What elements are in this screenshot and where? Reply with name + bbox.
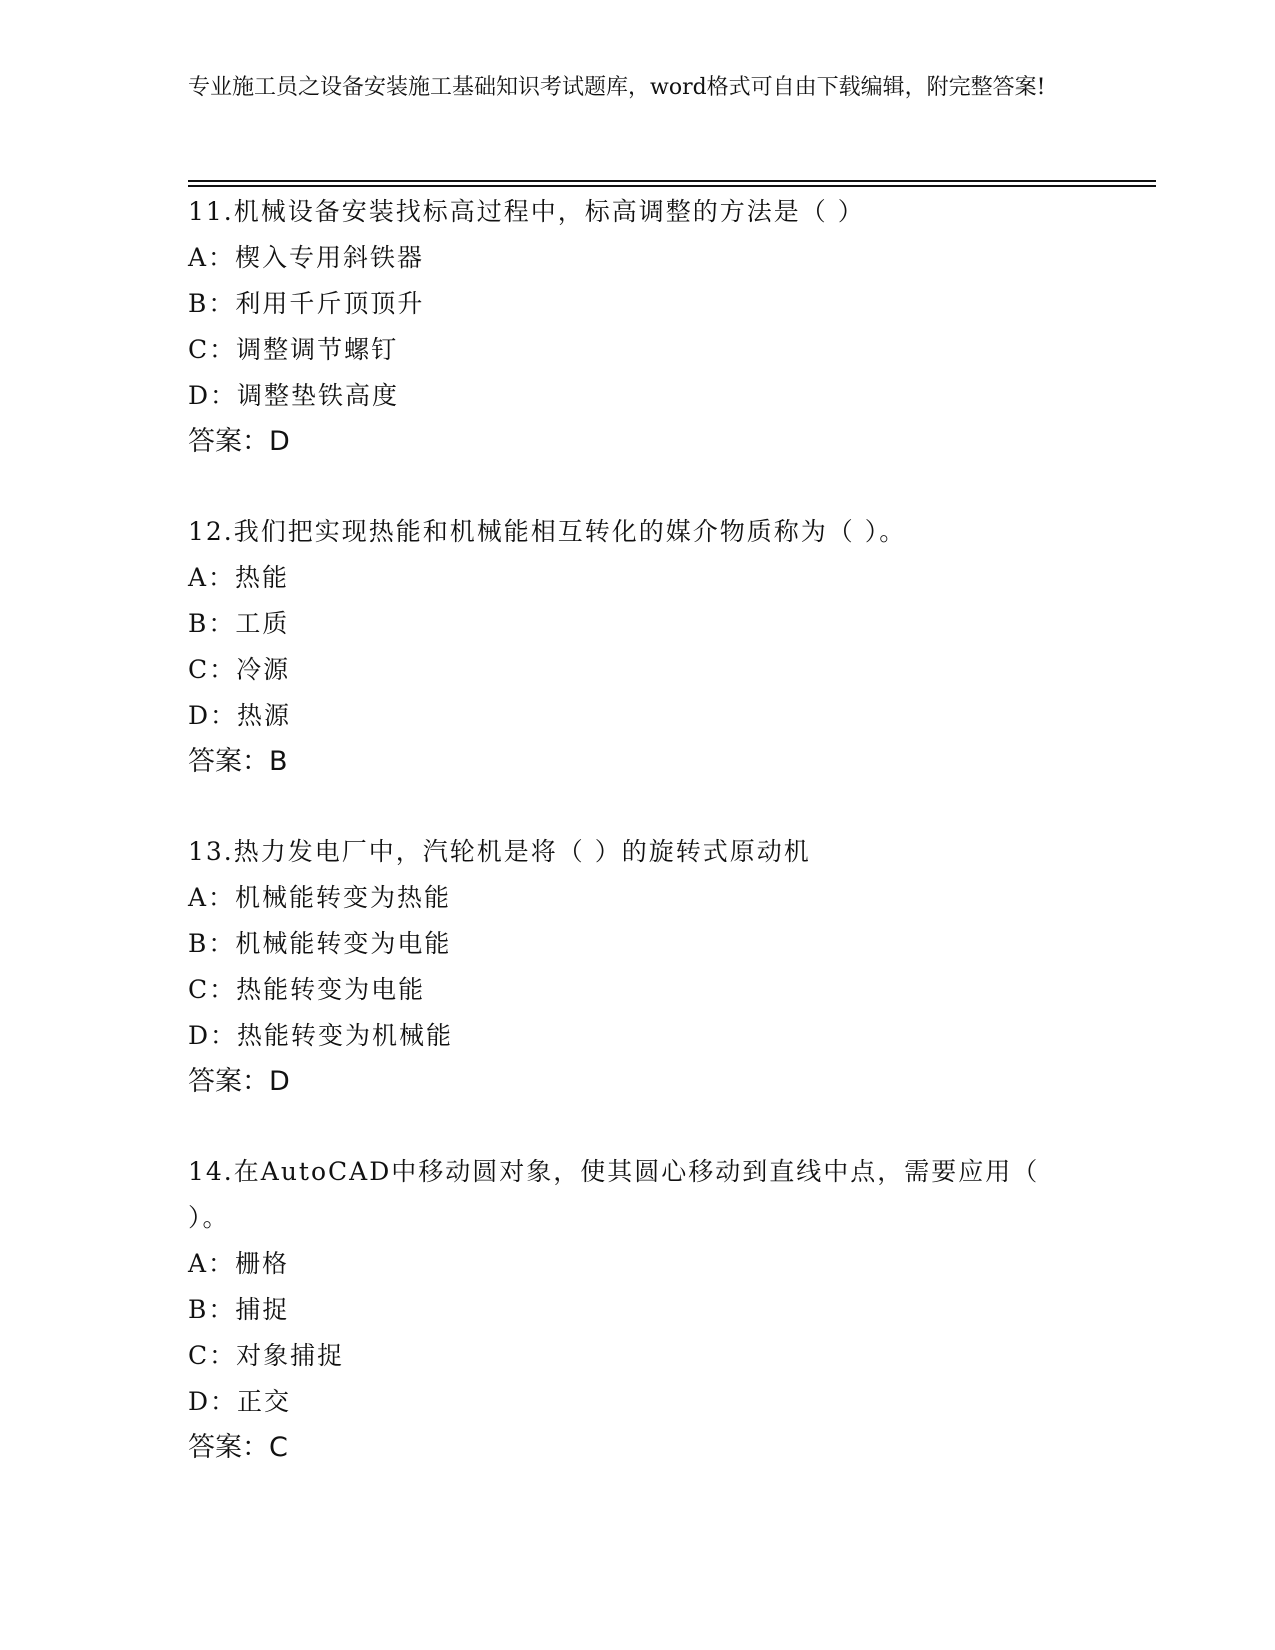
option-d: D：热能转变为机械能: [188, 1021, 454, 1050]
answer-line: 答案：D: [188, 426, 290, 457]
option-b: B：工质: [188, 609, 290, 638]
question-stem: 13.热力发电厂中，汽轮机是将（ ）的旋转式原动机: [188, 837, 811, 866]
option-d: D：热源: [188, 701, 292, 730]
header-divider-bottom: [188, 185, 1156, 187]
question-stem: 12.我们把实现热能和机械能相互转化的媒介物质称为（ ）。: [188, 517, 907, 546]
option-c: C：调整调节螺钉: [188, 335, 399, 364]
question-block-14: [188, 1149, 1088, 1471]
option-b: B：捕捉: [188, 1295, 290, 1324]
document-header: 专业施工员之设备安装施工基础知识考试题库，word格式可自由下载编辑，附完整答案!: [188, 75, 1046, 100]
option-a: A：热能: [188, 563, 290, 592]
answer-line: 答案：B: [188, 746, 288, 777]
option-b: B：机械能转变为电能: [188, 929, 452, 958]
header-divider-top: [188, 180, 1156, 182]
option-c: C：冷源: [188, 655, 291, 684]
question-block-12: [188, 509, 1088, 785]
question-stem: 11.机械设备安装找标高过程中，标高调整的方法是（ ）: [188, 197, 865, 226]
option-a: A：楔入专用斜铁器: [188, 243, 425, 272]
option-a: A：栅格: [188, 1249, 290, 1278]
option-d: D：调整垫铁高度: [188, 381, 400, 410]
option-d: D：正交: [188, 1387, 292, 1416]
answer-line: 答案：D: [188, 1066, 290, 1097]
question-stem: 14.在AutoCAD中移动圆对象，使其圆心移动到直线中点，需要应用（ ）。: [188, 1157, 1040, 1232]
question-block-11: [188, 189, 1088, 465]
answer-line: 答案：C: [188, 1432, 288, 1463]
option-b: B：利用千斤顶顶升: [188, 289, 425, 318]
option-c: C：热能转变为电能: [188, 975, 426, 1004]
option-a: A：机械能转变为热能: [188, 883, 452, 912]
question-block-13: [188, 829, 1088, 1105]
option-c: C：对象捕捉: [188, 1341, 345, 1370]
